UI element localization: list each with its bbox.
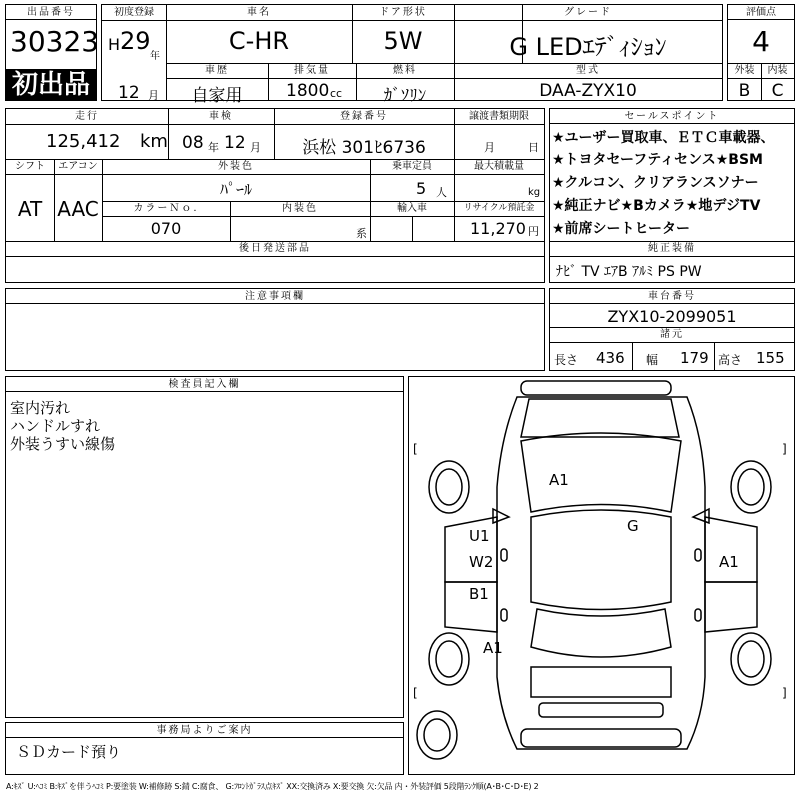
inspection-header: 車検: [209, 111, 233, 122]
sales-point-1: ★ユーザー買取車、ＥＴＣ車載器、: [552, 130, 775, 146]
chassis-header: 車台番号: [550, 289, 794, 304]
transfer-header: 譲渡書類期限: [469, 111, 529, 122]
exterior-header: 外装: [734, 65, 755, 76]
score: 4: [752, 25, 770, 58]
capacity: 5: [416, 179, 427, 198]
first-listing-badge: 初出品: [6, 69, 96, 101]
int-color-suffix: 系: [356, 227, 367, 240]
svg-text:[: [: [413, 686, 418, 700]
mark-hood: A1: [549, 471, 569, 489]
svg-text:]: ]: [782, 686, 787, 700]
grade: G LEDｴﾃﾞｨｼｮﾝ: [509, 33, 667, 61]
fuel-header: 燃料: [393, 65, 417, 76]
fuel: ｶﾞｿﾘﾝ: [383, 86, 427, 106]
history-header: 車歴: [205, 65, 229, 76]
width-label: 幅: [646, 353, 659, 367]
inspection-year: 08: [182, 133, 204, 153]
model-header: 型式: [576, 65, 600, 76]
color-no-header: カラーＮｏ.: [133, 203, 199, 214]
car-name: C-HR: [228, 27, 290, 55]
notes-box: [5, 288, 545, 371]
notes-header: 注意事項欄: [6, 289, 544, 304]
first-reg-header: 初度登録: [114, 7, 154, 18]
displacement: 1800: [286, 81, 330, 101]
capacity-header: 乗車定員: [392, 161, 432, 172]
car-name-header: 車名: [247, 7, 271, 18]
exterior-grade: B: [738, 81, 751, 101]
sales-point-2: ★トヨタセーフティセンス★BSM: [552, 152, 763, 168]
km-unit: km: [140, 131, 168, 152]
later-parts-header: 後日発送部品: [239, 243, 311, 254]
score-box: [727, 4, 795, 101]
sales-point-5: ★前席シートヒーター: [552, 221, 690, 237]
registration-number: 浜松 301ﾋ6736: [302, 138, 426, 158]
length: 436: [596, 349, 625, 367]
height: 155: [756, 349, 785, 367]
mark-left-front-door: U1: [469, 527, 490, 545]
inspector-box: [5, 376, 404, 718]
era: H: [108, 35, 121, 54]
sales-point-4: ★純正ナビ★Bカメラ★地デジTV: [552, 198, 761, 214]
cc-unit: cc: [330, 87, 343, 100]
transfer-day-unit: 日: [528, 141, 539, 154]
aircon-header: エアコン: [58, 161, 98, 172]
chassis-number: ZYX10-2099051: [607, 307, 737, 326]
car-outline-diagram: [409, 377, 794, 774]
exterior-color: ﾊﾟｰﾙ: [219, 180, 252, 199]
height-label: 高さ: [718, 353, 743, 367]
shift-header: シフト: [15, 161, 45, 172]
model-code: DAA-ZYX10: [539, 81, 637, 101]
door-header: ドア形状: [379, 7, 427, 18]
grade-header: グレード: [564, 7, 612, 18]
width: 179: [680, 349, 709, 367]
year-unit: 年: [150, 51, 160, 62]
interior-grade: C: [771, 81, 784, 101]
dims-header: 諸元: [660, 329, 684, 340]
mark-left-front-door-2: W2: [469, 553, 494, 571]
transfer-month-unit: 月: [484, 141, 495, 154]
inspection-month: 12: [224, 133, 246, 153]
capacity-unit: 人: [436, 186, 447, 199]
info-table: [5, 108, 545, 283]
office-box: [5, 722, 404, 775]
car-diagram: [408, 376, 795, 775]
svg-text:[: [: [413, 442, 418, 456]
aircon: AAC: [57, 197, 99, 221]
color-number: 070: [150, 219, 182, 238]
header-table: [101, 4, 723, 106]
kg-unit: kg: [528, 187, 541, 198]
lot-number-box: [5, 4, 100, 101]
sales-points-box: [549, 108, 795, 283]
month-unit: 月: [148, 89, 159, 102]
mark-rear-left: A1: [483, 639, 503, 657]
inspector-note-1: 室内汚れ: [10, 399, 71, 417]
lot-no-header: 出品番号: [6, 5, 96, 20]
lot-number: 30323: [10, 25, 100, 58]
max-load-header: 最大積載量: [474, 161, 524, 172]
month: 12: [118, 83, 140, 103]
mileage: 125,412: [46, 131, 121, 152]
import-header: 輸入車: [397, 203, 427, 214]
legend: A:ｷｽﾞ U:ﾍｺﾐ B:ｷｽﾞを伴うﾍｺﾐ P:要塗装 W:補修跡 S:錆 C:腐食、 G:ﾌﾛﾝﾄｶﾞﾗｽ点ｷｽﾞ XX:交換済み X:要交換 欠:欠品 内・外装評価 5段階ﾗﾝｸ順(A･B･C･D･E) 2: [6, 782, 539, 791]
car-history: 自家用: [191, 86, 243, 106]
inspector-note-3: 外装うすい線傷: [10, 435, 116, 453]
genuine-header: 純正装備: [648, 243, 696, 254]
mark-left-rear-door: B1: [469, 585, 489, 603]
mark-right-door: A1: [719, 553, 739, 571]
sales-point-3: ★クルコン、クリアランスソナー: [552, 175, 759, 191]
svg-text:]: ]: [782, 442, 787, 456]
interior-header: 内装: [767, 65, 788, 76]
year: 29: [120, 27, 151, 55]
genuine-equipment: ﾅﾋﾞ TV ｴｱB ｱﾙﾐ PS PW: [556, 264, 702, 280]
door-type: 5W: [383, 27, 423, 55]
int-color-header: 内装色: [282, 203, 318, 214]
ext-color-header: 外装色: [218, 161, 254, 172]
sales-points-header: セールスポイント: [550, 109, 794, 124]
inspection-month-unit: 月: [250, 141, 261, 154]
mileage-header: 走行: [75, 111, 99, 122]
recycle-header: リサイクル預託金: [463, 203, 535, 213]
length-label: 長さ: [554, 353, 579, 367]
chassis-box: [549, 288, 795, 371]
inspector-note-2: ハンドルすれ: [10, 417, 101, 435]
inspector-header: 検査員記入欄: [6, 377, 403, 392]
office-note: ＳＤカード預り: [16, 743, 122, 761]
score-header: 評価点: [728, 5, 794, 20]
displacement-header: 排気量: [294, 65, 330, 76]
yen-unit: 円: [528, 225, 539, 238]
inspection-year-unit: 年: [208, 141, 219, 154]
office-header: 事務局よりご案内: [6, 723, 403, 738]
recycle-fee: 11,270: [470, 219, 526, 238]
reg-no-header: 登録番号: [340, 111, 388, 122]
mark-windshield: G: [627, 517, 639, 535]
shift: AT: [17, 197, 43, 221]
